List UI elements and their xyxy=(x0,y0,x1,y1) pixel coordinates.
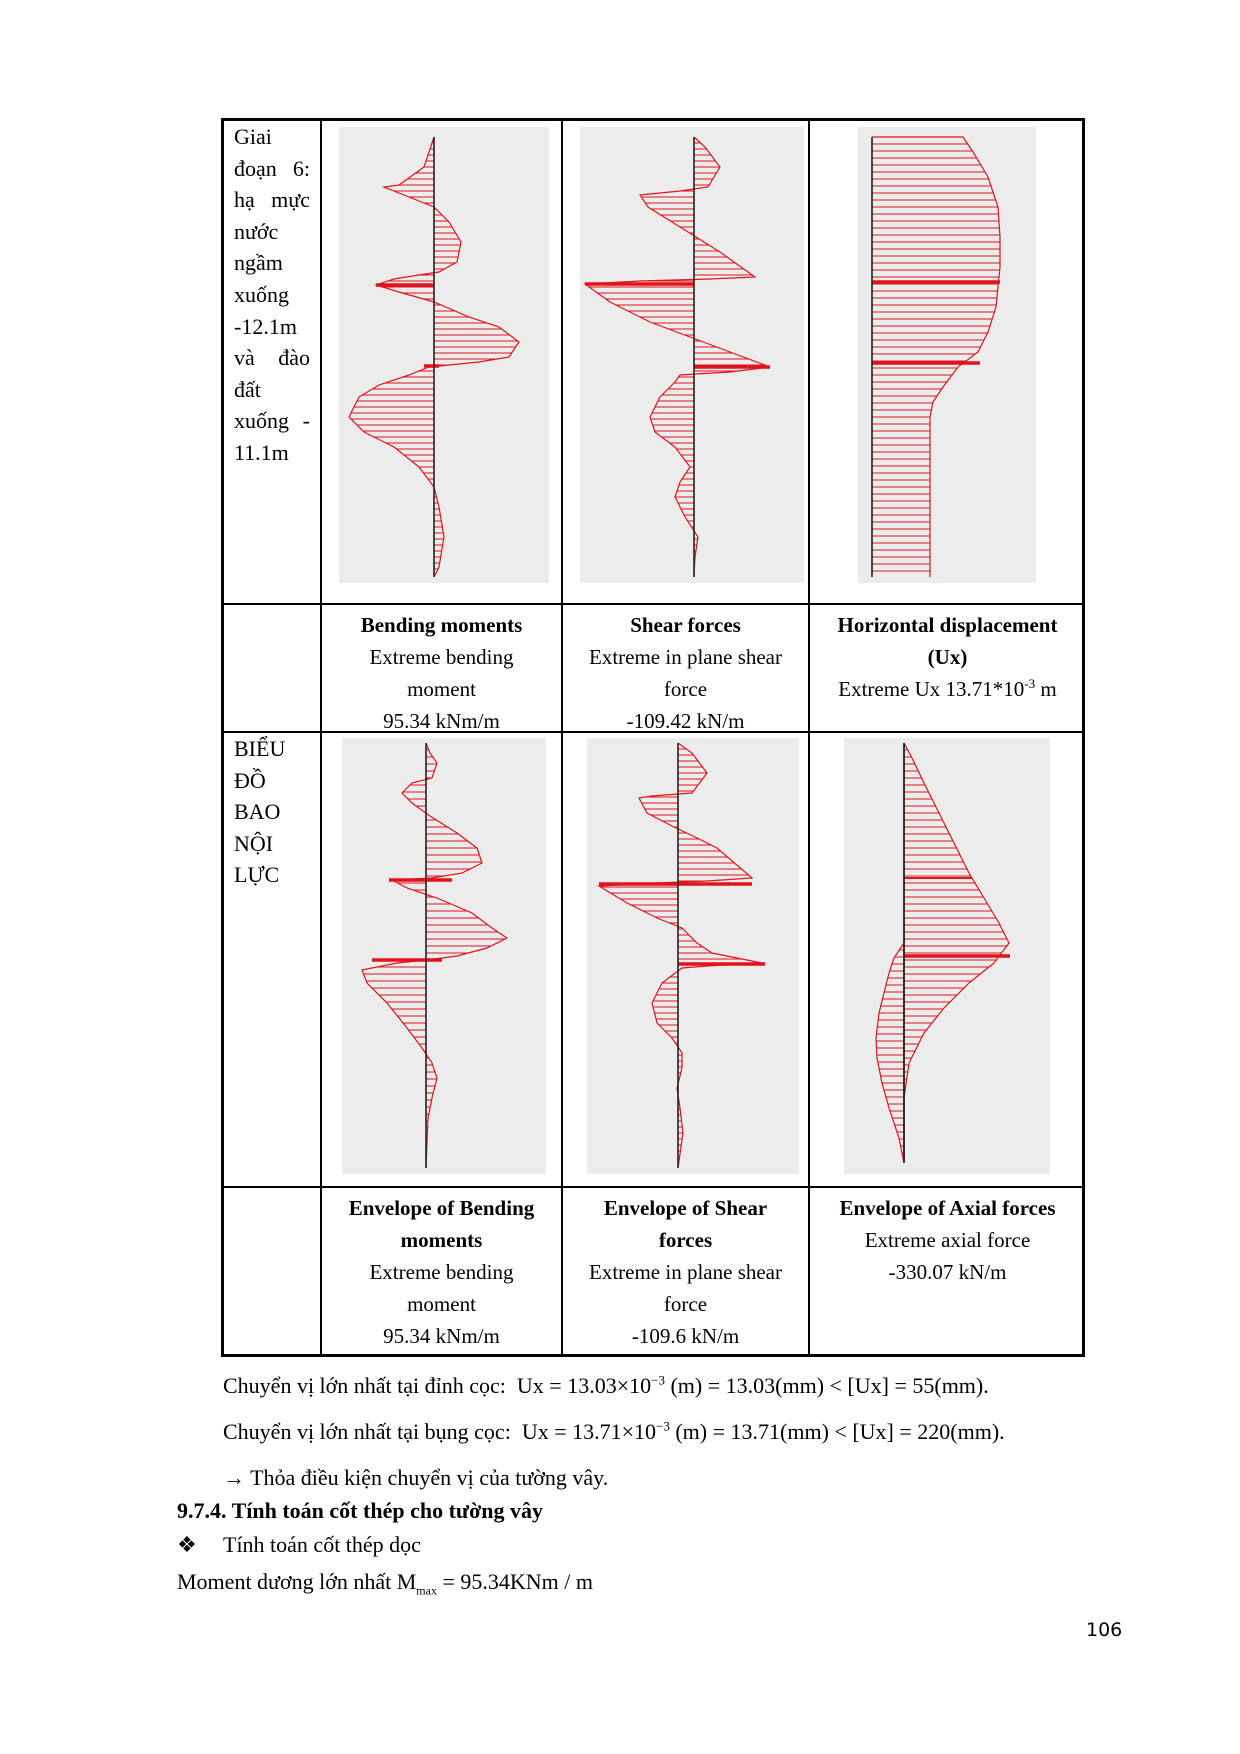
table-divider xyxy=(561,121,563,1354)
caption-envelope-bending xyxy=(322,1188,561,1352)
caption-title: Envelope of Shear xyxy=(603,1196,768,1220)
formula: (m) = 13.03(mm) < [Ux] = 55(mm). xyxy=(670,1373,989,1398)
section-heading: 9.7.4. Tính toán cốt thép cho tường vây xyxy=(177,1498,544,1523)
caption-title: Shear forces xyxy=(630,613,741,637)
caption-title: forces xyxy=(658,1228,713,1252)
moment-line xyxy=(177,1567,593,1597)
caption-horizontal-displacement xyxy=(810,605,1085,705)
caption-line xyxy=(322,1256,561,1288)
caption-line xyxy=(563,1288,808,1320)
bullet-item xyxy=(177,1530,421,1560)
shear-force-svg xyxy=(580,127,804,583)
caption-title: Bending moments xyxy=(360,613,523,637)
caption-text: moment xyxy=(407,677,476,701)
caption-line xyxy=(322,1320,561,1352)
exponent: −3 xyxy=(656,1418,670,1434)
caption-line xyxy=(563,705,808,737)
label-line: đất xyxy=(234,376,261,402)
envelope-axial-diagram xyxy=(844,738,1050,1174)
label-line: xuống xyxy=(234,281,289,307)
caption-line xyxy=(563,673,808,705)
label-line: ĐỒ xyxy=(234,767,266,793)
horizontal-displacement-diagram xyxy=(858,127,1036,583)
label-line: đoạn 6: xyxy=(234,155,310,181)
caption-line xyxy=(810,1224,1085,1256)
caption-line xyxy=(563,1320,808,1352)
formula: (m) = 13.71(mm) < [Ux] = 220(mm). xyxy=(675,1419,1005,1444)
label-line: hạ mực xyxy=(234,187,310,213)
text-prefix: Chuyển vị lớn nhất tại bụng cọc: xyxy=(223,1419,511,1444)
exponent: -3 xyxy=(1024,676,1036,691)
bending-moment-diagram xyxy=(339,127,549,583)
caption-line xyxy=(322,673,561,705)
displacement-svg xyxy=(858,127,1036,583)
label-line: 11.1m xyxy=(234,439,289,465)
caption-title: Horizontal displacement xyxy=(837,613,1058,637)
caption-text: 95.34 kNm/m xyxy=(383,709,500,733)
caption-line xyxy=(322,705,561,737)
label-line: Giai xyxy=(234,124,272,149)
caption-line xyxy=(810,1256,1085,1288)
displacement-check-top xyxy=(223,1371,989,1401)
caption-text: Extreme in plane shear xyxy=(589,1260,782,1284)
page-number: 106 xyxy=(1086,1619,1123,1641)
subscript: max xyxy=(416,1583,437,1598)
caption-bending-moments xyxy=(322,605,561,737)
caption-envelope-shear xyxy=(563,1188,808,1352)
label-line: BIỂU xyxy=(234,736,286,761)
label-line: LỰC xyxy=(234,862,280,888)
caption-text: Extreme axial force xyxy=(864,1228,1031,1252)
formula: Ux = 13.71×10 xyxy=(521,1419,657,1444)
label-line: BAO xyxy=(234,799,281,825)
label-line: nước xyxy=(234,218,279,244)
table-divider xyxy=(808,121,810,1354)
text-prefix: Moment dương lớn nhất xyxy=(177,1569,392,1594)
moment-symbol: M xyxy=(396,1569,417,1594)
envelope-label xyxy=(224,733,320,891)
text-prefix: Chuyển vị lớn nhất tại đỉnh cọc: xyxy=(223,1373,506,1398)
bullet-icon: ❖ xyxy=(177,1532,197,1557)
caption-line xyxy=(563,641,808,673)
caption-line xyxy=(322,641,561,673)
envelope-shear-svg xyxy=(587,738,799,1174)
caption-line xyxy=(810,673,1085,705)
exponent: −3 xyxy=(651,1372,665,1388)
caption-text: Extreme in plane shear xyxy=(589,645,782,669)
caption-text: Extreme bending xyxy=(369,645,514,669)
table-divider xyxy=(320,121,322,1354)
caption-line xyxy=(563,1256,808,1288)
caption-title: Envelope of Axial forces xyxy=(839,1196,1056,1220)
caption-text: 95.34 kNm/m xyxy=(383,1324,500,1348)
caption-title: moments xyxy=(400,1228,483,1252)
caption-envelope-axial xyxy=(810,1188,1085,1288)
stage-6-label xyxy=(224,121,320,469)
caption-text: -109.6 kN/m xyxy=(631,1324,740,1348)
caption-text: -330.07 kN/m xyxy=(888,1260,1007,1284)
caption-text: Extreme bending xyxy=(369,1260,514,1284)
envelope-shear-diagram xyxy=(587,738,799,1174)
results-table xyxy=(221,118,1085,1357)
moment-value: = 95.34KNm / m xyxy=(436,1569,593,1594)
caption-text: force xyxy=(663,1292,708,1316)
displacement-check-middle xyxy=(223,1417,1005,1447)
unit: m xyxy=(1035,677,1057,701)
bullet-text: Tính toán cốt thép dọc xyxy=(223,1532,421,1557)
caption-title: (Ux) xyxy=(927,645,968,669)
conclusion: → Thỏa điều kiện chuyển vị của tường vây. xyxy=(223,1465,609,1490)
envelope-bending-diagram xyxy=(342,738,546,1174)
caption-shear-forces xyxy=(563,605,808,737)
caption-text: -109.42 kN/m xyxy=(626,709,745,733)
formula: Ux = 13.03×10 xyxy=(516,1373,652,1398)
caption-text: moment xyxy=(407,1292,476,1316)
caption-text: force xyxy=(663,677,708,701)
caption-line xyxy=(322,1288,561,1320)
label-line: và đào xyxy=(234,345,310,371)
label-line: ngầm xyxy=(234,250,283,276)
bending-moment-svg xyxy=(339,127,549,583)
caption-title: Envelope of Bending xyxy=(348,1196,535,1220)
envelope-axial-svg xyxy=(844,738,1050,1174)
label-line: xuống - xyxy=(234,408,310,434)
caption-text: Extreme Ux 13.71*10 xyxy=(838,677,1025,701)
envelope-bending-svg xyxy=(342,738,546,1174)
shear-force-diagram xyxy=(580,127,804,583)
label-line: -12.1m xyxy=(234,313,297,339)
label-line: NỘI xyxy=(234,830,274,856)
